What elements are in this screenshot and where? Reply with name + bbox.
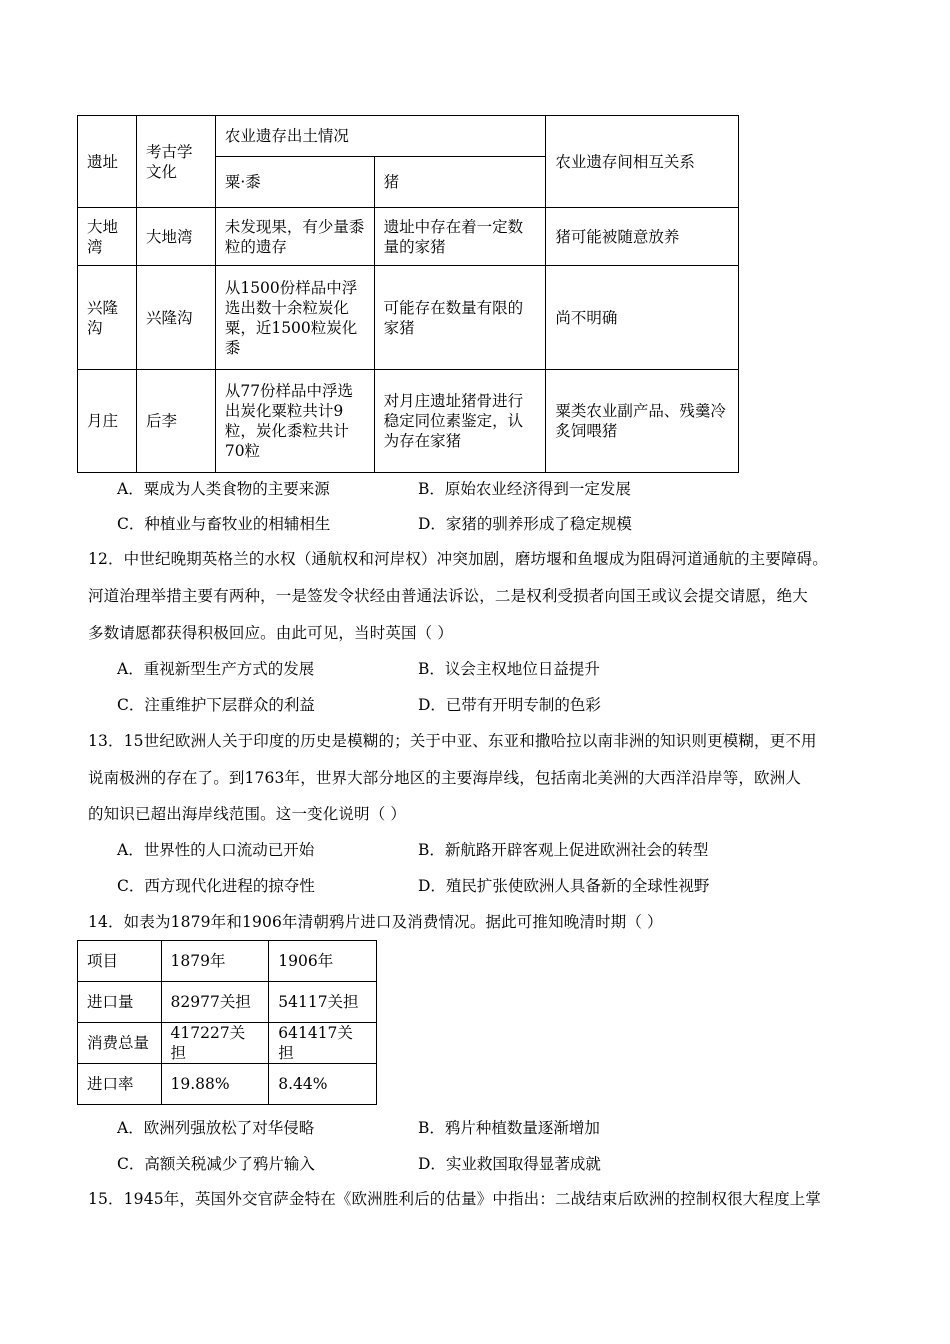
q14-option-a: A．欧洲列强放松了对华侵略 <box>117 1119 315 1137</box>
table-row <box>78 266 739 370</box>
header-pig: 猪 <box>374 157 546 208</box>
cell-pig: 对月庄遗址猪骨进行稳定同位素鉴定，认为存在家猪 <box>374 370 546 473</box>
agriculture-remains-table <box>77 115 739 473</box>
q11-option-b: B．原始农业经济得到一定发展 <box>418 480 631 498</box>
q13-option-d: D．殖民扩张使欧洲人具备新的全球性视野 <box>418 877 710 895</box>
cell-millet: 从1500份样品中浮选出数十余粒炭化粟，近1500粒炭化黍 <box>215 266 374 370</box>
q14-option-b: B．鸦片种植数量逐渐增加 <box>418 1119 600 1137</box>
cell: 641417关担 <box>269 1023 377 1064</box>
cell: 8.44% <box>269 1064 377 1105</box>
q15-line-1: 15．1945年，英国外交官萨金特在《欧洲胜利后的估量》中指出：二战结束后欧洲的控制权很大程度上掌 <box>88 1190 822 1208</box>
cell: 消费总量 <box>78 1023 162 1064</box>
cell-relation: 猪可能被随意放养 <box>546 208 739 266</box>
q13-line-1: 13．15世纪欧洲人关于印度的历史是模糊的；关于中亚、东亚和撒哈拉以南非洲的知识则更模糊，更不用 <box>88 732 817 750</box>
table-row <box>78 1023 377 1064</box>
cell-millet: 未发现果，有少量黍粒的遗存 <box>215 208 374 266</box>
q12-option-d: D．已带有开明专制的色彩 <box>418 696 601 714</box>
cell: 54117关担 <box>269 982 377 1023</box>
q12-option-c: C．注重维护下层群众的利益 <box>117 696 315 714</box>
q13-line-2: 说南极洲的存在了。到1763年，世界大部分地区的主要海岸线，包括南北美洲的大西洋沿岸等，欧洲人 <box>88 769 801 787</box>
header-millet: 粟·黍 <box>215 157 374 208</box>
cell-relation: 粟类农业副产品、残羹冷炙饲喂猪 <box>546 370 739 473</box>
q12-option-a: A．重视新型生产方式的发展 <box>117 660 315 678</box>
table-row <box>78 208 739 266</box>
table-row <box>78 982 377 1023</box>
cell: 1906年 <box>269 941 377 982</box>
q12-line-3: 多数请愿都获得积极回应。由此可见，当时英国（ ） <box>88 624 454 642</box>
cell: 进口率 <box>78 1064 162 1105</box>
cell: 项目 <box>78 941 162 982</box>
cell: 1879年 <box>161 941 269 982</box>
cell-site: 月庄 <box>78 370 137 473</box>
q11-option-d: D．家猪的驯养形成了稳定规模 <box>418 515 632 533</box>
header-site: 遗址 <box>78 116 137 208</box>
cell-culture: 兴隆沟 <box>136 266 215 370</box>
table-row <box>78 370 739 473</box>
cell-millet: 从77份样品中浮选出炭化粟粒共计9粒，炭化黍粒共计70粒 <box>215 370 374 473</box>
q14-line-1: 14．如表为1879年和1906年清朝鸦片进口及消费情况。据此可推知晚清时期（ ） <box>88 913 663 931</box>
cell: 417227关担 <box>161 1023 269 1064</box>
table-row <box>78 941 377 982</box>
q12-line-2: 河道治理举措主要有两种，一是签发令状经由普通法诉讼，二是权利受损者向国王或议会提交请愿，绝大 <box>88 587 808 605</box>
cell: 19.88% <box>161 1064 269 1105</box>
cell-relation: 尚不明确 <box>546 266 739 370</box>
q14-option-d: D．实业救国取得显著成就 <box>418 1155 601 1173</box>
cell: 82977关担 <box>161 982 269 1023</box>
q11-option-a: A．粟成为人类食物的主要来源 <box>117 480 330 498</box>
table-row <box>78 1064 377 1105</box>
q14-option-c: C．高额关税减少了鸦片输入 <box>117 1155 315 1173</box>
q11-option-c: C．种植业与畜牧业的相辅相生 <box>117 515 331 533</box>
cell-culture: 大地湾 <box>136 208 215 266</box>
header-culture: 考古学文化 <box>136 116 215 208</box>
cell-site: 大地湾 <box>78 208 137 266</box>
cell-pig: 遗址中存在着一定数量的家猪 <box>374 208 546 266</box>
header-remains: 农业遗存出土情况 <box>215 116 545 157</box>
cell-pig: 可能存在数量有限的家猪 <box>374 266 546 370</box>
q13-line-3: 的知识已超出海岸线范围。这一变化说明（ ） <box>88 805 407 823</box>
cell: 进口量 <box>78 982 162 1023</box>
q13-option-c: C．西方现代化进程的掠夺性 <box>117 877 315 895</box>
q12-option-b: B．议会主权地位日益提升 <box>418 660 600 678</box>
cell-culture: 后李 <box>136 370 215 473</box>
q12-line-1: 12．中世纪晚期英格兰的水权（通航权和河岸权）冲突加剧，磨坊堰和鱼堰成为阻碍河道通航的主要障碍。 <box>88 550 828 568</box>
header-relation: 农业遗存间相互关系 <box>546 116 739 208</box>
q13-option-a: A．世界性的人口流动已开始 <box>117 841 315 859</box>
cell-site: 兴隆沟 <box>78 266 137 370</box>
opium-import-table <box>77 940 377 1105</box>
q13-option-b: B．新航路开辟客观上促进欧洲社会的转型 <box>418 841 709 859</box>
